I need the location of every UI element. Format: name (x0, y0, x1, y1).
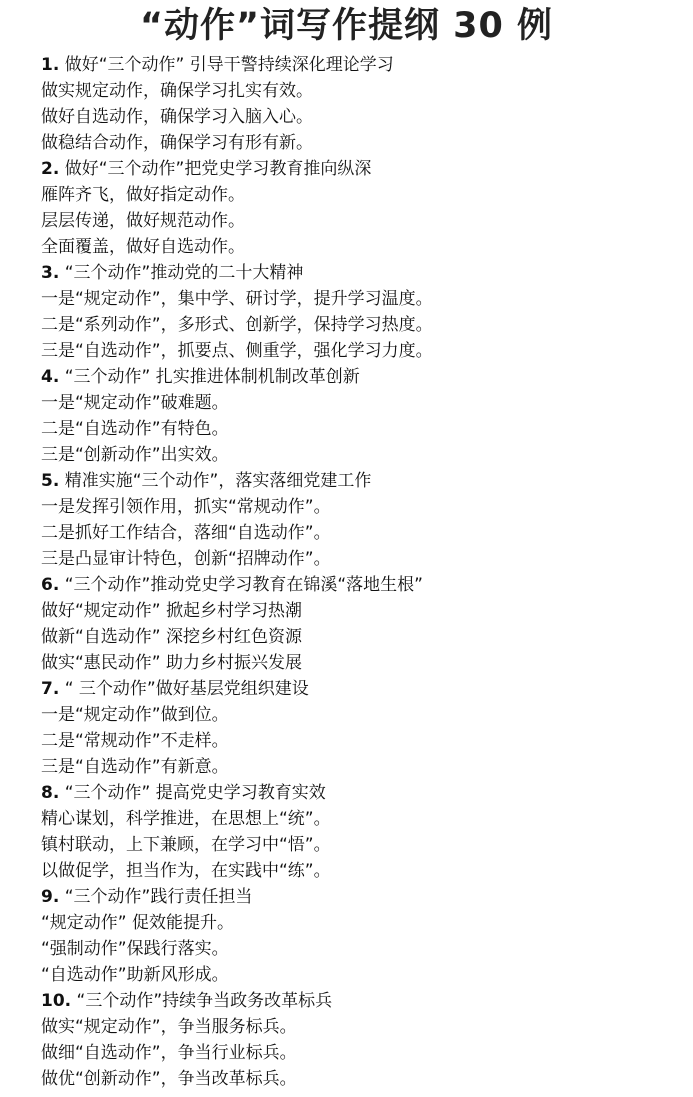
item-line: 做优“创新动作”，争当改革标兵。 (41, 1069, 297, 1089)
item-line: “强制动作”保践行落实。 (41, 939, 229, 959)
item-number: 1. (41, 55, 60, 75)
item-heading-text: “三个动作” 提高党史学习教育实效 (59, 783, 326, 803)
item-heading (41, 780, 681, 806)
item-line: 做实规定动作，确保学习扎实有效。 (41, 81, 313, 101)
item-line: 三是凸显审计特色，创新“招牌动作”。 (41, 549, 331, 569)
outline-item-2 (41, 156, 681, 260)
item-heading (41, 364, 681, 390)
item-line: 做好自选动作，确保学习入脑入心。 (41, 107, 313, 127)
item-line: 层层传递，做好规范动作。 (41, 211, 245, 231)
item-line: 做实“惠民动作” 助力乡村振兴发展 (41, 653, 303, 673)
item-number: 5. (41, 471, 60, 491)
item-line: 三是“自选动作”，抓要点、侧重学，强化学习力度。 (41, 341, 433, 361)
outline-item-1 (41, 52, 681, 156)
outline-item-4 (41, 364, 681, 468)
item-heading-text: 精准实施“三个动作”，落实落细党建工作 (59, 471, 372, 491)
item-heading (41, 572, 681, 598)
item-number: 10. (41, 991, 72, 1011)
item-number: 7. (41, 679, 60, 699)
item-line: 镇村联动，上下兼顾，在学习中“悟”。 (41, 835, 331, 855)
item-heading (41, 884, 681, 910)
outline-list (41, 52, 681, 1092)
item-line: 做细“自选动作”，争当行业标兵。 (41, 1043, 297, 1063)
item-number: 3. (41, 263, 60, 283)
item-line: 全面覆盖，做好自选动作。 (41, 237, 245, 257)
item-line: 一是发挥引领作用，抓实“常规动作”。 (41, 497, 331, 517)
item-line: 二是抓好工作结合，落细“自选动作”。 (41, 523, 331, 543)
item-heading (41, 260, 681, 286)
outline-item-6 (41, 572, 681, 676)
item-line: 精心谋划，科学推进，在思想上“统”。 (41, 809, 331, 829)
item-line: 一是“规定动作”做到位。 (41, 705, 229, 725)
item-number: 2. (41, 159, 60, 179)
outline-item-9 (41, 884, 681, 988)
item-heading-text: “三个动作”践行责任担当 (59, 887, 253, 907)
item-line: “规定动作” 促效能提升。 (41, 913, 235, 933)
item-line: 一是“规定动作”破难题。 (41, 393, 229, 413)
item-heading-text: “ 三个动作”做好基层党组织建设 (59, 679, 309, 699)
item-line: 二是“系列动作”，多形式、创新学，保持学习热度。 (41, 315, 433, 335)
outline-item-10 (41, 988, 681, 1092)
page-title: “动作”词写作提纲 30 例 (139, 6, 554, 46)
item-line: “自选动作”助新风形成。 (41, 965, 229, 985)
item-heading-text: “三个动作” 扎实推进体制机制改革创新 (59, 367, 360, 387)
item-line: 三是“自选动作”有新意。 (41, 757, 229, 777)
item-line: 做好“规定动作” 掀起乡村学习热潮 (41, 601, 303, 621)
item-heading (41, 676, 681, 702)
item-line: 一是“规定动作”，集中学、研讨学，提升学习温度。 (41, 289, 433, 309)
item-line: 做稳结合动作，确保学习有形有新。 (41, 133, 313, 153)
item-heading (41, 988, 681, 1014)
item-line: 二是“自选动作”有特色。 (41, 419, 229, 439)
item-line: 三是“创新动作”出实效。 (41, 445, 229, 465)
item-line: 做实“规定动作”，争当服务标兵。 (41, 1017, 297, 1037)
item-heading-text: “三个动作”推动党史学习教育在锦溪“落地生根” (59, 575, 423, 595)
outline-item-7 (41, 676, 681, 780)
item-number: 9. (41, 887, 60, 907)
item-line: 做新“自选动作” 深挖乡村红色资源 (41, 627, 303, 647)
item-number: 4. (41, 367, 60, 387)
item-heading-text: 做好“三个动作”把党史学习教育推向纵深 (59, 159, 372, 179)
outline-item-8 (41, 780, 681, 884)
item-heading-text: “三个动作”推动党的二十大精神 (59, 263, 304, 283)
item-heading (41, 52, 681, 78)
item-number: 6. (41, 575, 60, 595)
item-heading-text: “三个动作”持续争当政务改革标兵 (71, 991, 333, 1011)
outline-item-5 (41, 468, 681, 572)
item-heading-text: 做好“三个动作” 引导干警持续深化理论学习 (59, 55, 394, 75)
outline-item-3 (41, 260, 681, 364)
item-heading (41, 156, 681, 182)
item-line: 以做促学，担当作为，在实践中“练”。 (41, 861, 331, 881)
item-line: 雁阵齐飞，做好指定动作。 (41, 185, 245, 205)
item-heading (41, 468, 681, 494)
item-number: 8. (41, 783, 60, 803)
item-line: 二是“常规动作”不走样。 (41, 731, 229, 751)
